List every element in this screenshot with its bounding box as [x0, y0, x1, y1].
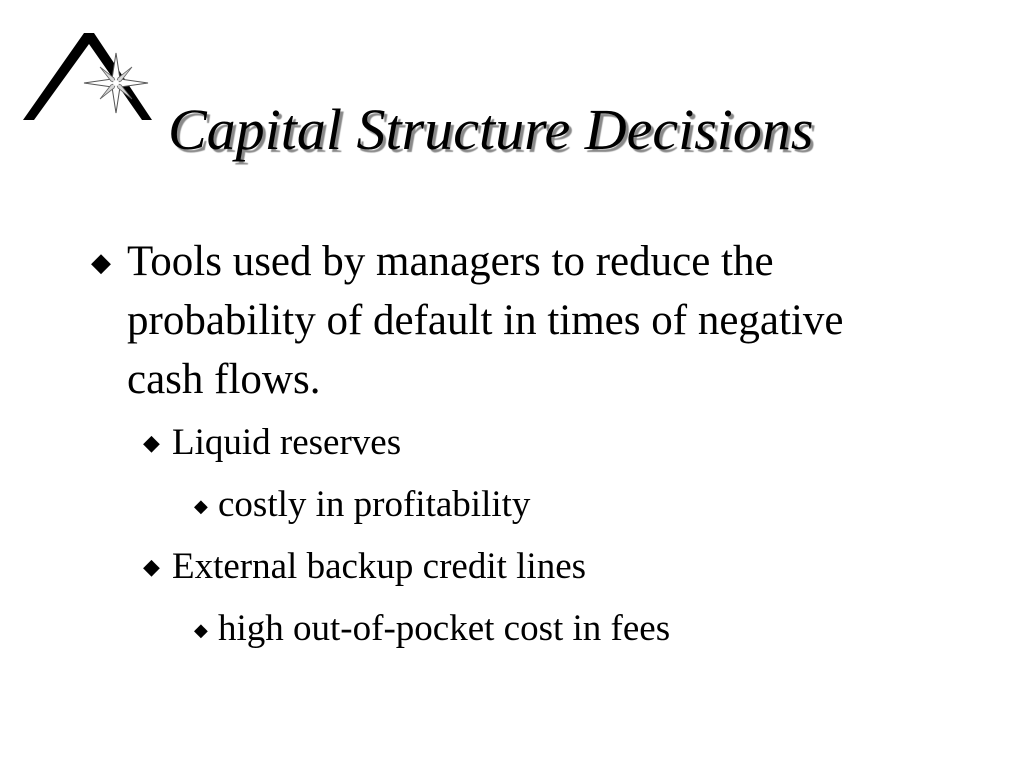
diamond-bullet-icon: ◆ [143, 555, 160, 580]
diamond-bullet-icon: ◆ [194, 620, 208, 641]
list-item [194, 483, 531, 527]
list-item [143, 545, 587, 589]
diamond-bullet-icon: ◆ [143, 431, 160, 456]
chevron-star-logo-icon [18, 28, 158, 128]
list-item [194, 607, 671, 651]
list-item [143, 421, 402, 465]
diamond-bullet-icon: ◆ [194, 496, 208, 517]
list-item-text: External backup credit lines [172, 546, 587, 587]
list-item [91, 232, 917, 409]
list-item-text: Liquid reserves [172, 422, 402, 463]
list-item-text: high out-of-pocket cost in fees [218, 608, 671, 649]
list-item-text: costly in profitability [218, 484, 531, 525]
slide-title: Capital Structure Decisions [168, 97, 814, 162]
list-item-text: Tools used by managers to reduce the probability of default in times of negative cash flows. [127, 238, 844, 403]
diamond-bullet-icon: ◆ [91, 248, 111, 278]
